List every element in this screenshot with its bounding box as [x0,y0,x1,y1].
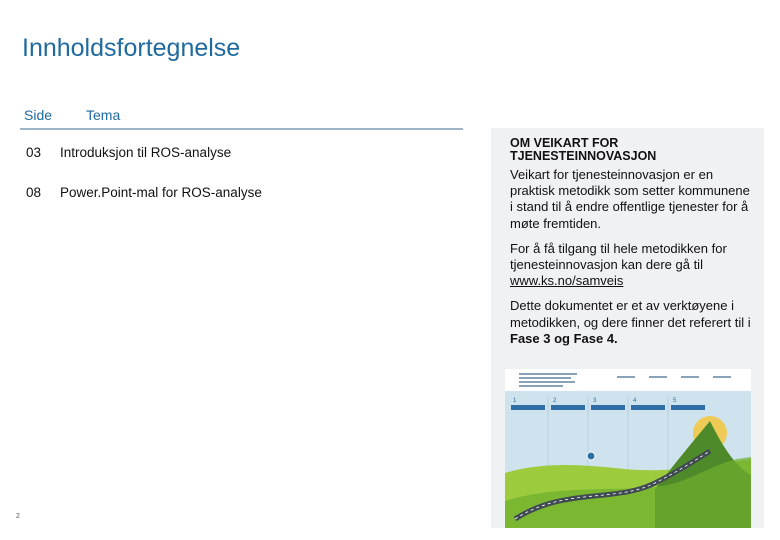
thumbnail-step-bar [591,405,625,410]
toc-header-tema: Tema [86,107,121,123]
thumbnail-header [505,369,751,391]
sidebar-paragraph-reference [510,298,756,347]
thumbnail-step-number: 5 [673,398,677,404]
sidebar-access-text: For å få tilgang til hele metodikken for tjenesteinnovasjon kan dere gå til [510,240,727,273]
thumbnail-step-bar [511,405,545,410]
sidebar-paragraph-access [510,241,756,290]
thumbnail-step-bar [551,405,585,410]
thumbnail-step-bar [631,405,665,410]
page-title: Innholdsfortegnelse [22,34,241,62]
toc-header-side: Side [24,107,53,123]
thumbnail-step-bar [671,405,705,410]
toc-divider [20,128,463,130]
location-marker-icon [587,452,595,460]
thumbnail-step-number: 4 [633,398,637,404]
sidebar-paragraph-intro: Veikart for tjenesteinnovasjon er en praktisk metodikk som setter kommunene i stand til å endre offentlige tjenester for å møte fremtiden. [510,167,750,231]
sidebar-heading [510,137,756,162]
roadmap-thumbnail [505,369,751,528]
sidebar-heading-line1: OM VEIKART FOR [510,136,619,150]
samveis-link[interactable]: www.ks.no/samveis [510,273,624,289]
sidebar-heading-line2: TJENESTEINNOVASJON [510,148,657,163]
toc-row-page: 03 [26,145,42,160]
thumbnail-step-number: 2 [553,398,557,404]
page-number: 2 [16,513,20,520]
toc-row-text: Introduksjon til ROS-analyse [60,145,232,160]
sidebar-reference-text: Dette dokumentet er et av verktøyene i metodikken, og dere finner det referert til i [510,298,751,330]
toc-row-page: 08 [26,185,42,200]
toc-row-text: Power.Point-mal for ROS-analyse [60,185,262,200]
sidebar-reference-phase: Fase 3 og Fase 4. [510,330,618,346]
thumbnail-step-number: 1 [513,398,517,404]
thumbnail-step-number: 3 [593,398,597,404]
